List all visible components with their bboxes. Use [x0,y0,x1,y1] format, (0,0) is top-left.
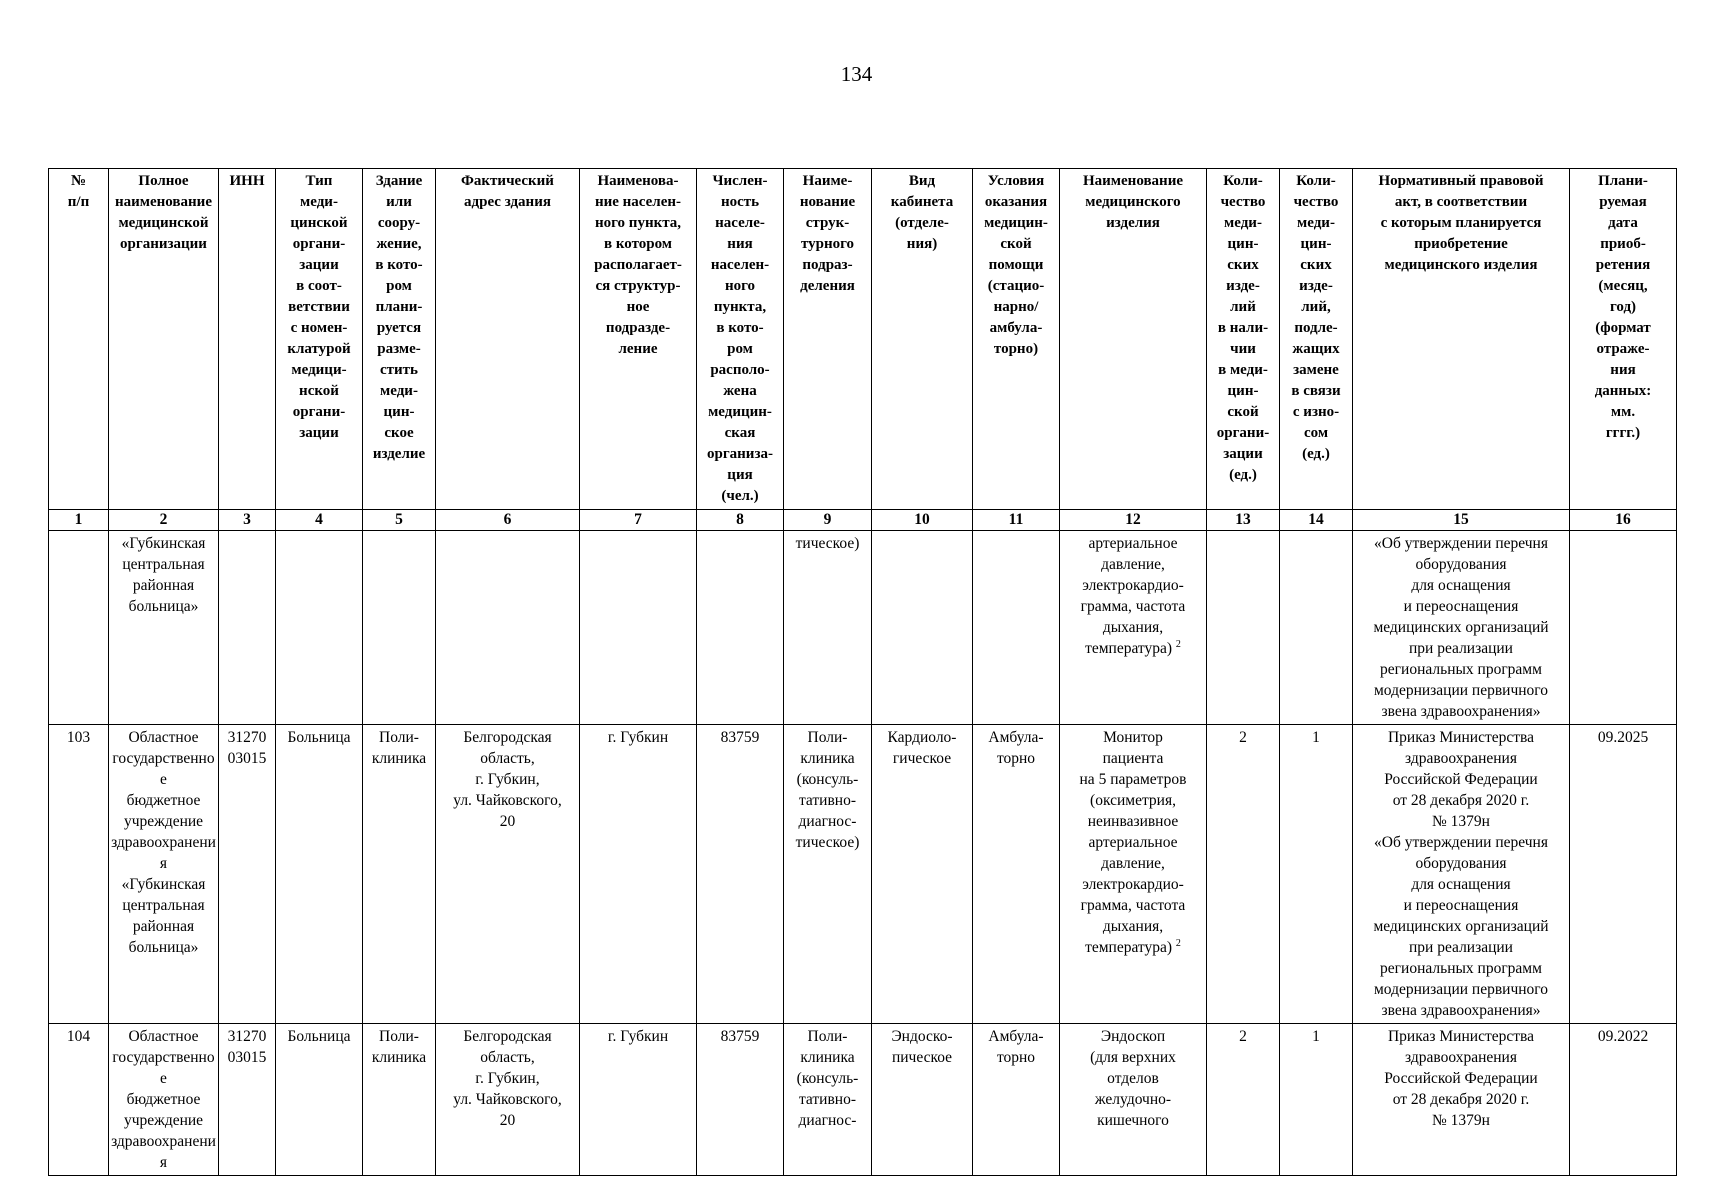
device-name-text: Эндоскоп (для верхних отделов желудочно- кишечного [1090,1028,1176,1129]
cell-planned-date: 09.2025 [1570,725,1677,1024]
device-name-text: Монитор пациента на 5 параметров (оксиметрия, неинвазивное артериальное давление, электрокардио- грамма, частота дыхания, температура) [1079,729,1187,956]
table-row [49,725,1677,1024]
column-number: 10 [872,510,973,531]
column-number: 6 [436,510,580,531]
cell-subdivision: Поли- клиника (консуль- тативно- диагнос- [784,1024,872,1176]
device-name-text: артериальное давление, электрокардио- грамма, частота дыхания, температура) [1080,535,1186,657]
cell-conditions: Амбула- торно [973,725,1060,1024]
equipment-table [48,168,1677,1176]
table-row [49,531,1677,725]
cell-legal-act: Приказ Министерства здравоохранения Российской Федерации от 28 декабря 2020 г. № 1379н «Об утверждении перечня оборудования для оснащения и переоснащения медицинских организаций при реализации региональных программ модернизации первичного звена здравоохранения» [1353,725,1570,1024]
cell-address: Белгородская область, г. Губкин, ул. Чайковского, 20 [436,725,580,1024]
column-header: Здание или соору- жение, в кото- ром плани- руется разме- стить меди- цин- ское изделие [363,169,436,510]
cell-legal-act: «Об утверждении перечня оборудования для оснащения и переоснащения медицинских организаций при реализации региональных программ модернизации первичного звена здравоохранения» [1353,531,1570,725]
column-number: 4 [276,510,363,531]
column-header: Коли- чество меди- цин- ских изде- лий в нали- чии в меди- цин- ской органи- зации (ед.) [1207,169,1280,510]
cell-building: Поли- клиника [363,725,436,1024]
cell-organization: Областное государственное бюджетное учреждение здравоохранения [109,1024,219,1176]
cell-inn [219,531,276,725]
cell-population: 83759 [697,725,784,1024]
cell-office-type: Эндоско- пическое [872,1024,973,1176]
cell-address: Белгородская область, г. Губкин, ул. Чайковского, 20 [436,1024,580,1176]
cell-device-name [1060,1024,1207,1176]
column-number: 2 [109,510,219,531]
column-header: Полное наименование медицинской организации [109,169,219,510]
column-header: Условия оказания медицин- ской помощи (стацио- нарно/ амбула- торно) [973,169,1060,510]
cell-quantity-available: 2 [1207,725,1280,1024]
cell-planned-date: 09.2022 [1570,1024,1677,1176]
column-number: 5 [363,510,436,531]
column-number-row [49,510,1677,531]
cell-locality: г. Губкин [580,1024,697,1176]
cell-population [697,531,784,725]
column-header: Плани- руемая дата приоб- ретения (месяц, год) (формат отраже- ния данных: мм. гггг.) [1570,169,1677,510]
cell-quantity-replace [1280,531,1353,725]
column-header: ИНН [219,169,276,510]
table-header-row [49,169,1677,510]
cell-organization: Областное государственное бюджетное учреждение здравоохранения «Губкинская центральная районная больница» [109,725,219,1024]
cell-inn: 31270 03015 [219,725,276,1024]
cell-locality: г. Губкин [580,725,697,1024]
cell-organization: «Губкинская центральная районная больница» [109,531,219,725]
column-number: 8 [697,510,784,531]
column-header: Наименова- ние населен- ного пункта, в котором располагает- ся структур- ное подразде- ление [580,169,697,510]
table-row [49,1024,1677,1176]
cell-number [49,531,109,725]
cell-quantity-available: 2 [1207,1024,1280,1176]
cell-device-name [1060,531,1207,725]
cell-quantity-available [1207,531,1280,725]
column-number: 13 [1207,510,1280,531]
column-number: 1 [49,510,109,531]
column-header: № п/п [49,169,109,510]
column-number: 7 [580,510,697,531]
column-header: Нормативный правовой акт, в соответствии с которым планируется приобретение медицинского изделия [1353,169,1570,510]
column-number: 3 [219,510,276,531]
cell-population: 83759 [697,1024,784,1176]
column-header: Вид кабинета (отделе- ния) [872,169,973,510]
column-header: Числен- ность населе- ния населен- ного пункта, в кото- ром располо- жена медицин- ская организа- ция (чел.) [697,169,784,510]
cell-conditions [973,531,1060,725]
cell-org-type [276,531,363,725]
cell-number: 104 [49,1024,109,1176]
cell-locality [580,531,697,725]
column-number: 14 [1280,510,1353,531]
cell-org-type: Больница [276,725,363,1024]
column-number: 9 [784,510,872,531]
column-number: 12 [1060,510,1207,531]
column-number: 11 [973,510,1060,531]
cell-building [363,531,436,725]
cell-office-type: Кардиоло- гическое [872,725,973,1024]
cell-building: Поли- клиника [363,1024,436,1176]
cell-conditions: Амбула- торно [973,1024,1060,1176]
column-header: Наиме- нование струк- турного подраз- деления [784,169,872,510]
cell-office-type [872,531,973,725]
cell-subdivision: Поли- клиника (консуль- тативно- диагнос- тическое) [784,725,872,1024]
cell-quantity-replace: 1 [1280,1024,1353,1176]
column-header: Фактический адрес здания [436,169,580,510]
footnote-mark: 2 [1175,638,1181,650]
cell-address [436,531,580,725]
column-number: 15 [1353,510,1570,531]
cell-inn: 31270 03015 [219,1024,276,1176]
cell-quantity-replace: 1 [1280,725,1353,1024]
cell-org-type: Больница [276,1024,363,1176]
cell-number: 103 [49,725,109,1024]
column-header: Коли- чество меди- цин- ских изде- лий, подле- жащих замене в связи с изно- сом (ед.) [1280,169,1353,510]
cell-subdivision: тическое) [784,531,872,725]
cell-device-name [1060,725,1207,1024]
column-header: Наименование медицинского изделия [1060,169,1207,510]
page-number: 134 [840,62,873,86]
column-number: 16 [1570,510,1677,531]
cell-legal-act: Приказ Министерства здравоохранения Российской Федерации от 28 декабря 2020 г. № 1379н [1353,1024,1570,1176]
column-header: Тип меди- цинской органи- зации в соот- ветствии с номен- клатурой медици- нской органи- зации [276,169,363,510]
footnote-mark: 2 [1175,937,1181,949]
cell-planned-date [1570,531,1677,725]
